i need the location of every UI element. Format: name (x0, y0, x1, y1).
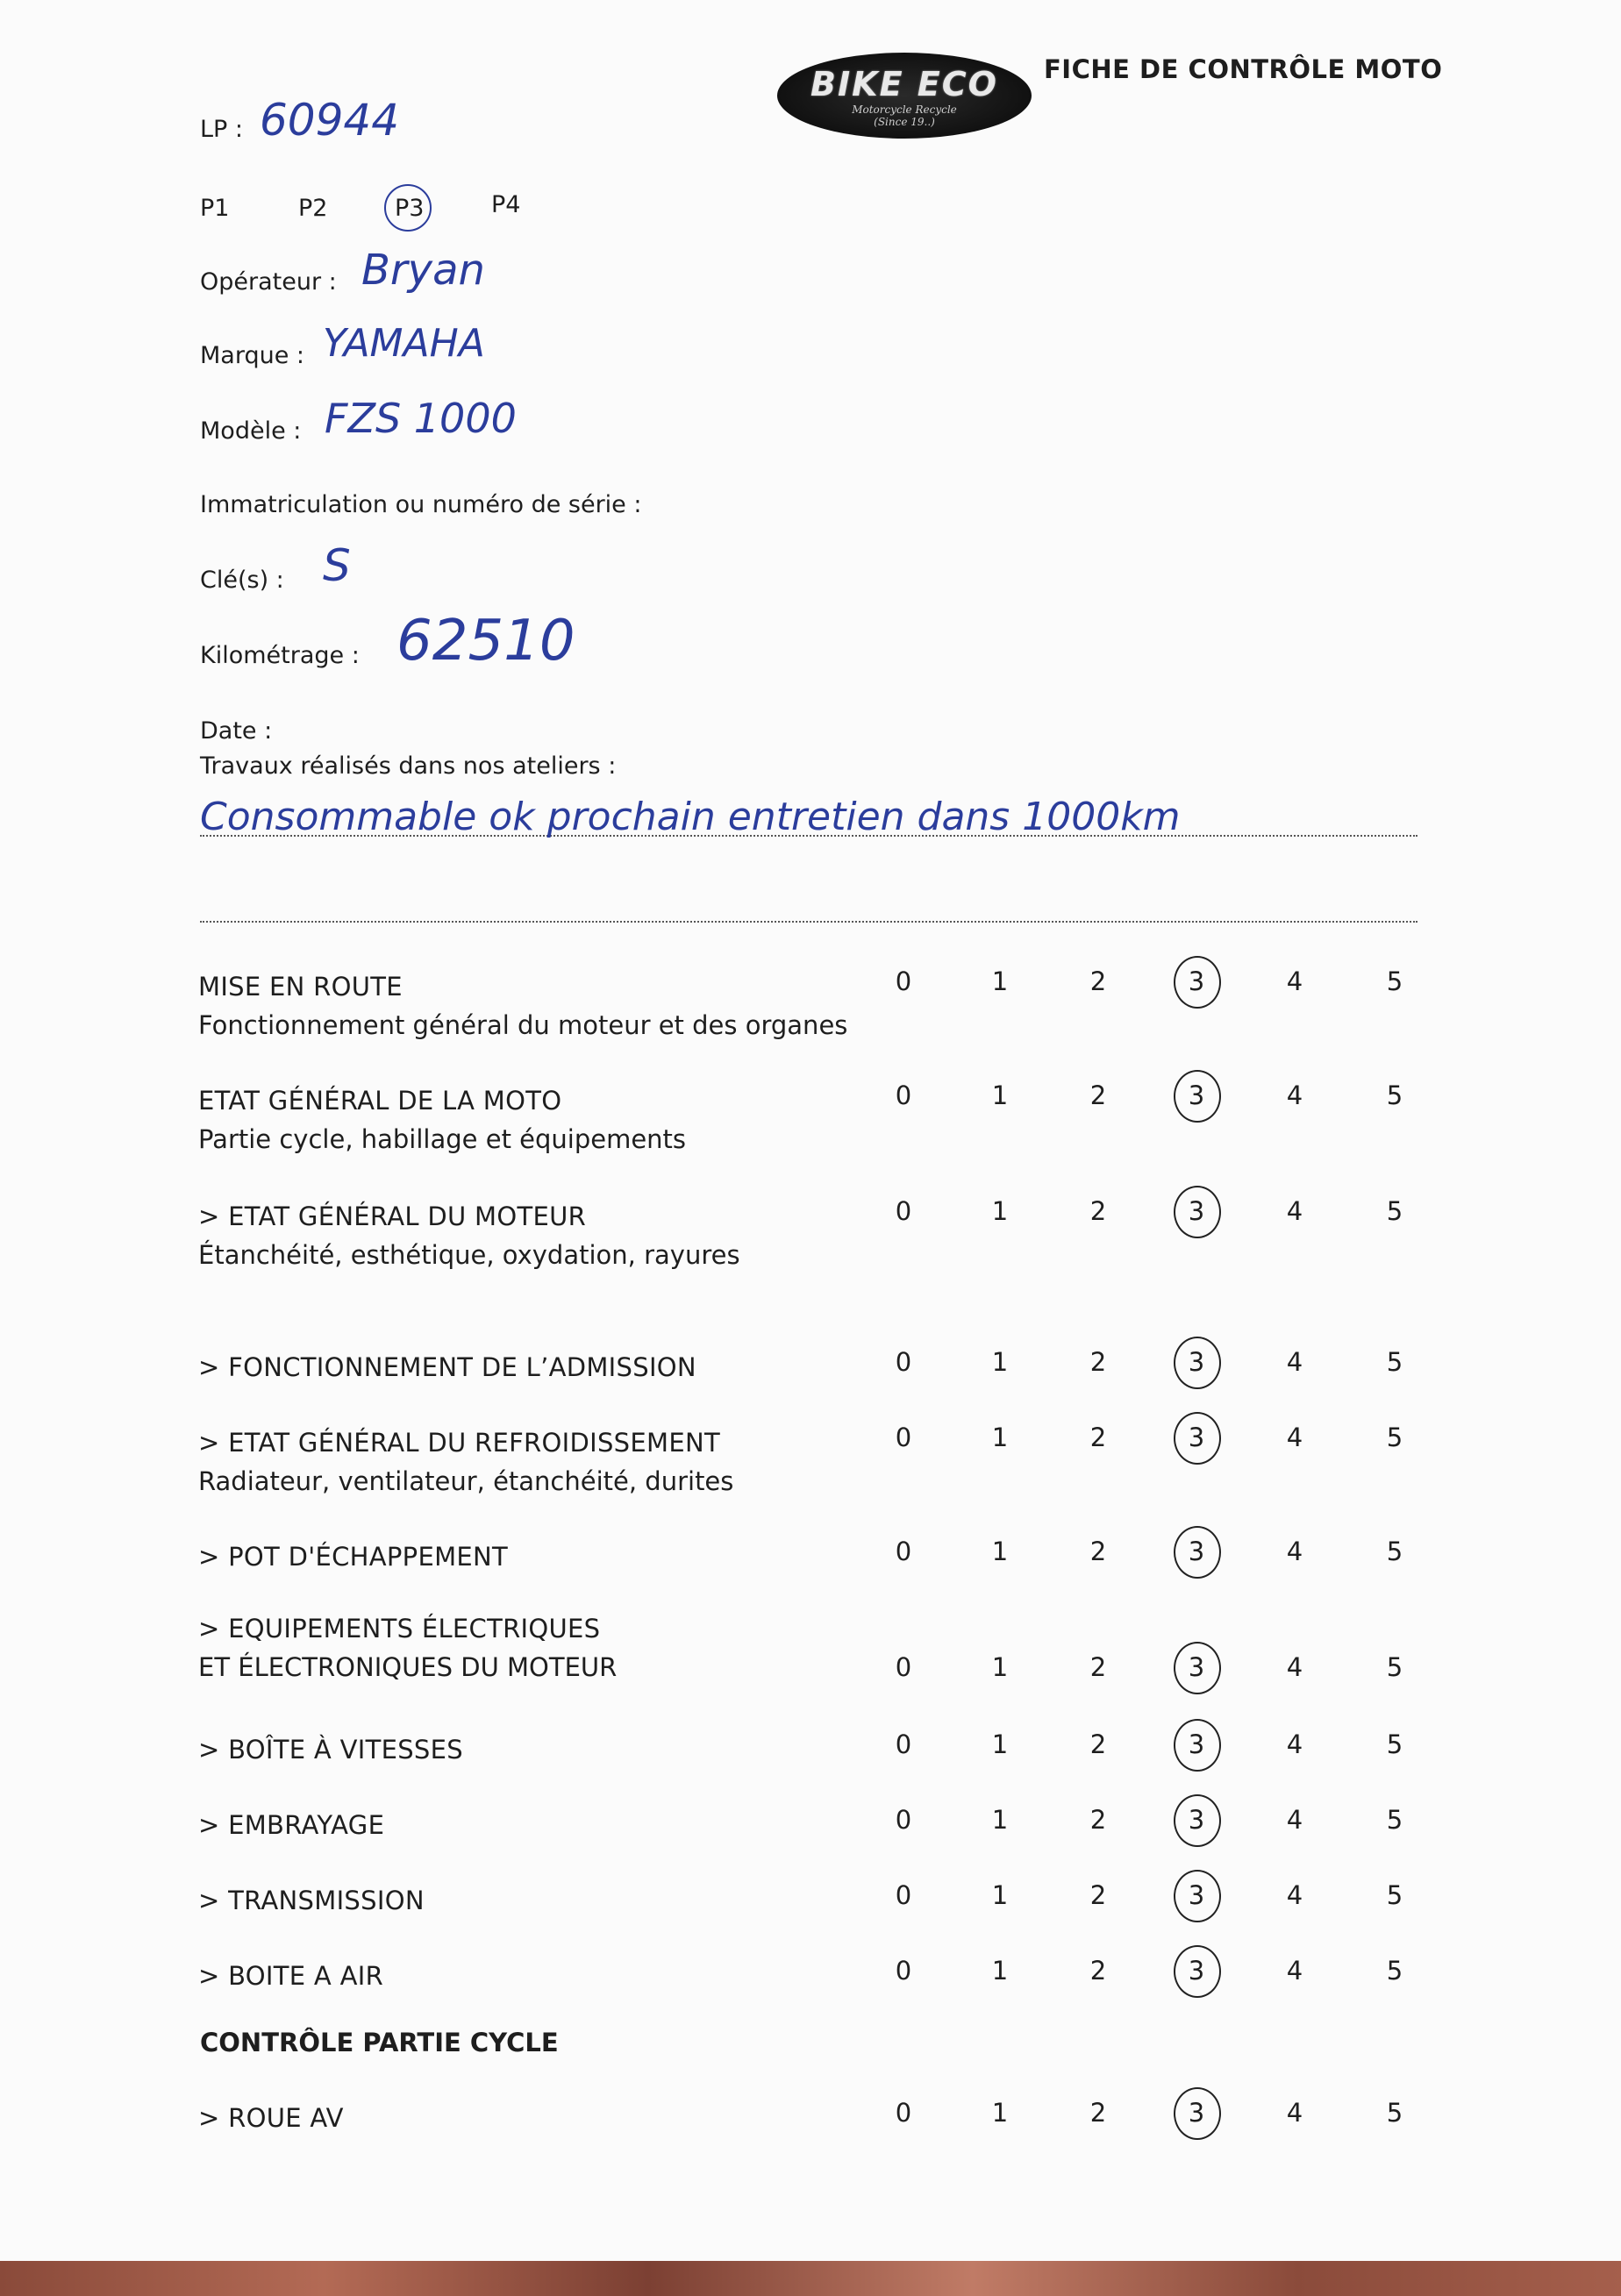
selected-score-circle (1174, 1526, 1221, 1579)
model-value: FZS 1000 (325, 395, 517, 442)
keys-value: S (323, 540, 351, 591)
position-p1: P1 (200, 195, 230, 222)
selected-score-circle (1174, 1719, 1221, 1772)
score-option-0[interactable]: 0 (895, 1347, 912, 1377)
score-option-5[interactable]: 5 (1386, 1652, 1403, 1682)
score-option-5[interactable]: 5 (1386, 1729, 1403, 1759)
lp-value: 60944 (260, 95, 400, 146)
score-option-1[interactable]: 1 (991, 1423, 1009, 1452)
selected-score-circle (1174, 1412, 1221, 1465)
score-option-2[interactable]: 2 (1089, 1652, 1107, 1682)
score-option-0[interactable]: 0 (895, 1196, 912, 1226)
score-option-2[interactable]: 2 (1089, 1080, 1107, 1110)
check-title: > ROUE AV (198, 2103, 344, 2133)
score-option-4[interactable]: 4 (1286, 1347, 1303, 1377)
score-option-2[interactable]: 2 (1089, 2098, 1107, 2128)
score-option-0[interactable]: 0 (895, 1880, 912, 1910)
check-title: > ETAT GÉNÉRAL DU MOTEUR (198, 1201, 587, 1231)
check-title: > EQUIPEMENTS ÉLECTRIQUES (198, 1614, 601, 1644)
score-option-4[interactable]: 4 (1286, 2098, 1303, 2128)
score-option-0[interactable]: 0 (895, 966, 912, 996)
position-p3: P3 (395, 195, 425, 222)
selected-score-circle (1174, 1794, 1221, 1847)
check-description: ET ÉLECTRONIQUES DU MOTEUR (198, 1652, 618, 1682)
score-option-4[interactable]: 4 (1286, 1537, 1303, 1566)
score-option-3[interactable]: 3 (1188, 1423, 1205, 1452)
score-option-3[interactable]: 3 (1188, 2098, 1205, 2128)
photo-background-strip (0, 2261, 1621, 2296)
score-option-5[interactable]: 5 (1386, 1347, 1403, 1377)
score-option-4[interactable]: 4 (1286, 1956, 1303, 1986)
score-option-2[interactable]: 2 (1089, 1537, 1107, 1566)
check-title: > POT D'ÉCHAPPEMENT (198, 1542, 509, 1572)
score-option-4[interactable]: 4 (1286, 1880, 1303, 1910)
check-title: ETAT GÉNÉRAL DE LA MOTO (198, 1086, 562, 1116)
logo-tagline (777, 103, 1032, 128)
check-title: > TRANSMISSION (198, 1886, 425, 1915)
score-option-2[interactable]: 2 (1089, 1805, 1107, 1835)
position-p4: P4 (491, 191, 521, 218)
logo-since-text: (Since 19..) (874, 116, 935, 128)
score-option-4[interactable]: 4 (1286, 1423, 1303, 1452)
score-option-1[interactable]: 1 (991, 966, 1009, 996)
score-option-5[interactable]: 5 (1386, 1196, 1403, 1226)
score-option-2[interactable]: 2 (1089, 1956, 1107, 1986)
score-option-4[interactable]: 4 (1286, 1652, 1303, 1682)
score-option-2[interactable]: 2 (1089, 1347, 1107, 1377)
works-label: Travaux réalisés dans nos ateliers : (200, 752, 617, 780)
score-option-0[interactable]: 0 (895, 1652, 912, 1682)
score-option-4[interactable]: 4 (1286, 1805, 1303, 1835)
score-option-4[interactable]: 4 (1286, 1080, 1303, 1110)
score-option-3[interactable]: 3 (1188, 1537, 1205, 1566)
date-label: Date : (200, 717, 273, 745)
score-option-2[interactable]: 2 (1089, 1729, 1107, 1759)
score-option-5[interactable]: 5 (1386, 1080, 1403, 1110)
selected-score-circle (1174, 1186, 1221, 1238)
score-option-1[interactable]: 1 (991, 1652, 1009, 1682)
operator-value: Bryan (361, 246, 485, 295)
mileage-value: 62510 (396, 609, 575, 674)
score-option-5[interactable]: 5 (1386, 2098, 1403, 2128)
score-option-3[interactable]: 3 (1188, 1880, 1205, 1910)
check-title: > FONCTIONNEMENT DE L’ADMISSION (198, 1352, 696, 1382)
form-title: FICHE DE CONTRÔLE MOTO (1044, 54, 1443, 84)
selected-score-circle (1174, 1337, 1221, 1389)
score-option-1[interactable]: 1 (991, 1805, 1009, 1835)
selected-score-circle (1174, 1945, 1221, 1998)
works-value: Consommable ok prochain entretien dans 1000km (200, 795, 1181, 839)
score-option-1[interactable]: 1 (991, 2098, 1009, 2128)
score-option-0[interactable]: 0 (895, 2098, 912, 2128)
score-option-4[interactable]: 4 (1286, 1196, 1303, 1226)
brand-label: Marque : (200, 342, 305, 369)
score-option-1[interactable]: 1 (991, 1537, 1009, 1566)
keys-label: Clé(s) : (200, 567, 284, 594)
score-option-1[interactable]: 1 (991, 1956, 1009, 1986)
score-option-4[interactable]: 4 (1286, 966, 1303, 996)
position-p2: P2 (298, 195, 328, 222)
score-option-5[interactable]: 5 (1386, 1423, 1403, 1452)
selected-score-circle (1174, 1070, 1221, 1123)
score-option-2[interactable]: 2 (1089, 1196, 1107, 1226)
selected-score-circle (1174, 2087, 1221, 2140)
score-option-0[interactable]: 0 (895, 1423, 912, 1452)
score-option-1[interactable]: 1 (991, 1729, 1009, 1759)
score-option-1[interactable]: 1 (991, 1880, 1009, 1910)
check-description: Radiateur, ventilateur, étanchéité, durites (198, 1466, 734, 1496)
score-option-3[interactable]: 3 (1188, 1652, 1205, 1682)
check-description: Étanchéité, esthétique, oxydation, rayures (198, 1240, 740, 1270)
bike-eco-logo (777, 53, 1032, 139)
works-line-2 (200, 919, 1417, 923)
score-option-1[interactable]: 1 (991, 1080, 1009, 1110)
check-title: > ETAT GÉNÉRAL DU REFROIDISSEMENT (198, 1428, 720, 1458)
score-option-5[interactable]: 5 (1386, 1537, 1403, 1566)
check-description: Fonctionnement général du moteur et des organes (198, 1010, 848, 1040)
check-title: > BOITE A AIR (198, 1961, 384, 1991)
brand-value: YAMAHA (323, 321, 485, 366)
check-title: MISE EN ROUTE (198, 972, 403, 1002)
score-option-2[interactable]: 2 (1089, 1880, 1107, 1910)
score-option-5[interactable]: 5 (1386, 1956, 1403, 1986)
score-option-4[interactable]: 4 (1286, 1729, 1303, 1759)
model-label: Modèle : (200, 417, 302, 445)
score-option-3[interactable]: 3 (1188, 1956, 1205, 1986)
registration-label: Immatriculation ou numéro de série : (200, 491, 642, 518)
score-option-1[interactable]: 1 (991, 1196, 1009, 1226)
score-option-1[interactable]: 1 (991, 1347, 1009, 1377)
score-option-0[interactable]: 0 (895, 1729, 912, 1759)
mileage-label: Kilométrage : (200, 642, 360, 669)
score-option-3[interactable]: 3 (1188, 966, 1205, 996)
check-title: > EMBRAYAGE (198, 1810, 385, 1840)
score-option-5[interactable]: 5 (1386, 1805, 1403, 1835)
position-selected-circle (384, 184, 432, 232)
score-option-0[interactable]: 0 (895, 1805, 912, 1835)
operator-label: Opérateur : (200, 268, 337, 296)
score-option-3[interactable]: 3 (1188, 1080, 1205, 1110)
score-option-2[interactable]: 2 (1089, 1423, 1107, 1452)
logo-brand: BIKE ECO (810, 65, 998, 103)
score-option-0[interactable]: 0 (895, 1080, 912, 1110)
score-option-0[interactable]: 0 (895, 1956, 912, 1986)
check-description: Partie cycle, habillage et équipements (198, 1124, 687, 1154)
score-option-5[interactable]: 5 (1386, 966, 1403, 996)
selected-score-circle (1174, 1870, 1221, 1922)
score-option-3[interactable]: 3 (1188, 1729, 1205, 1759)
score-option-3[interactable]: 3 (1188, 1347, 1205, 1377)
selected-score-circle (1174, 1642, 1221, 1694)
score-option-2[interactable]: 2 (1089, 966, 1107, 996)
check-title: > BOÎTE À VITESSES (198, 1735, 463, 1765)
lp-label: LP : (200, 116, 244, 143)
score-option-3[interactable]: 3 (1188, 1196, 1205, 1226)
score-option-3[interactable]: 3 (1188, 1805, 1205, 1835)
logo-tagline-text: Motorcycle Recycle (852, 103, 957, 116)
score-option-0[interactable]: 0 (895, 1537, 912, 1566)
score-option-5[interactable]: 5 (1386, 1880, 1403, 1910)
selected-score-circle (1174, 956, 1221, 1009)
section-cycle-title: CONTRÔLE PARTIE CYCLE (200, 2028, 559, 2057)
